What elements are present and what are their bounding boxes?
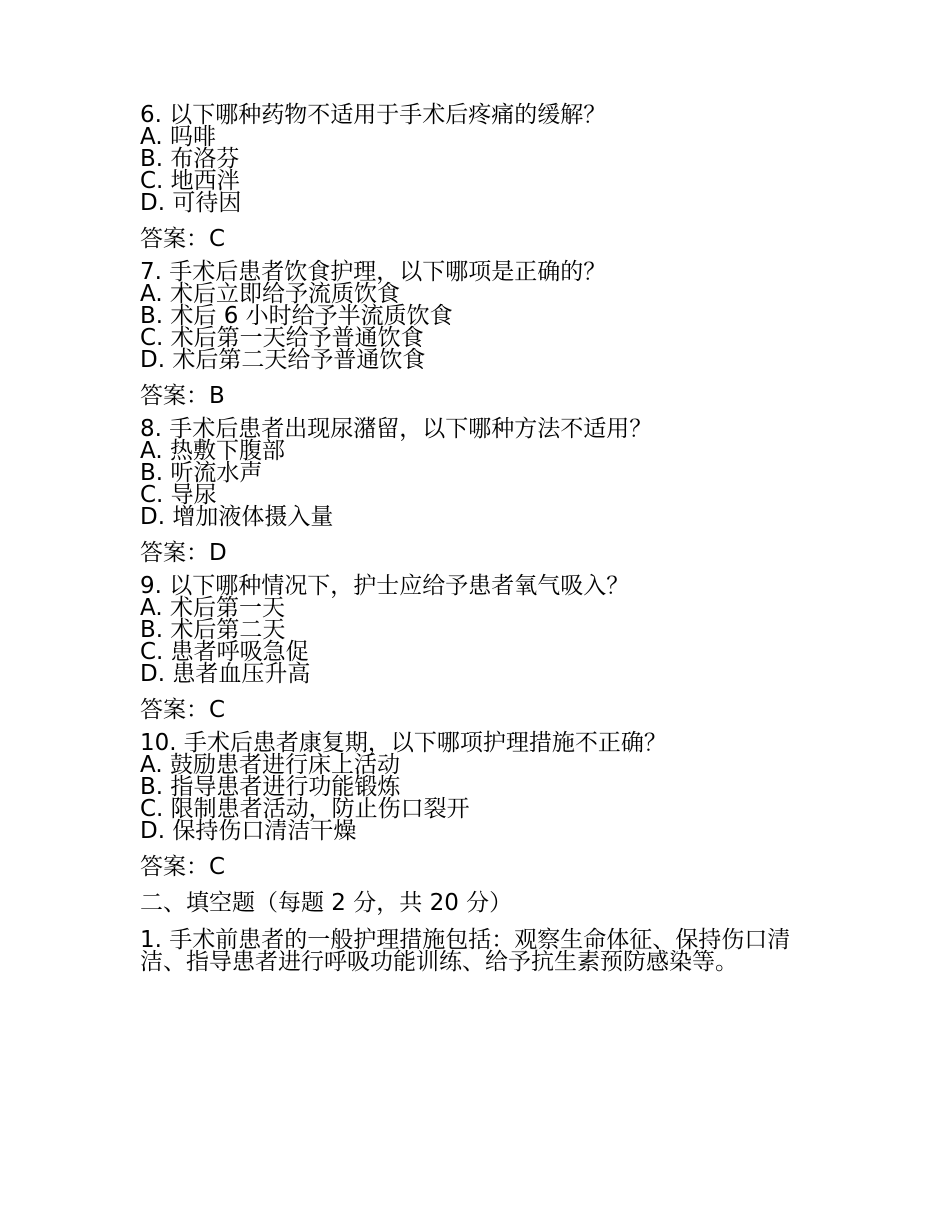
option-b: B. 听流水声 <box>140 460 263 486</box>
question-text: 9. 以下哪种情况下，护士应给予患者氧气吸入？ <box>140 573 630 599</box>
option-c: C. 术后第一天给予普通饮食 <box>140 325 424 351</box>
option-d: D. 患者血压升高 <box>140 661 311 687</box>
question-text: 8. 手术后患者出现尿潴留，以下哪种方法不适用？ <box>140 416 653 442</box>
question-10 <box>140 732 810 878</box>
option-a: A. 术后第一天 <box>140 595 285 621</box>
question-9 <box>140 575 810 721</box>
answer: 答案：D <box>140 540 227 566</box>
option-c: C. 地西泮 <box>140 168 240 194</box>
option-a: A. 术后立即给予流质饮食 <box>140 281 400 307</box>
question-text: 6. 以下哪种药物不适用于手术后疼痛的缓解？ <box>140 102 607 128</box>
answer: 答案：C <box>140 697 226 723</box>
option-b: B. 术后 6 小时给予半流质饮食 <box>140 303 453 329</box>
section-title: 二、填空题（每题 2 分，共 20 分） <box>140 890 513 916</box>
option-b: B. 布洛芬 <box>140 146 240 172</box>
option-c: C. 限制患者活动，防止伤口裂开 <box>140 796 470 822</box>
question-8 <box>140 418 810 564</box>
option-c: C. 导尿 <box>140 482 217 508</box>
option-d: D. 可待因 <box>140 190 242 216</box>
answer: 答案：B <box>140 383 225 409</box>
option-d: D. 术后第二天给予普通饮食 <box>140 347 426 373</box>
option-b: B. 指导患者进行功能锻炼 <box>140 774 401 800</box>
answer: 答案：C <box>140 226 226 252</box>
document-page <box>140 104 810 973</box>
question-6 <box>140 104 810 250</box>
option-a: A. 鼓励患者进行床上活动 <box>140 752 400 778</box>
option-a: A. 吗啡 <box>140 124 216 150</box>
option-c: C. 患者呼吸急促 <box>140 639 309 665</box>
question-text: 10. 手术后患者康复期，以下哪项护理措施不正确？ <box>140 730 667 756</box>
question-text: 7. 手术后患者饮食护理，以下哪项是正确的？ <box>140 259 607 285</box>
option-a: A. 热敷下腹部 <box>140 438 285 464</box>
question-7 <box>140 261 810 407</box>
option-d: D. 增加液体摄入量 <box>140 504 334 530</box>
option-d: D. 保持伤口清洁干燥 <box>140 818 357 844</box>
fill-blank-item: 1. 手术前患者的一般护理措施包括：观察生命体征、保持伤口清洁、指导患者进行呼吸功能训练、给予抗生素预防感染等。 <box>140 927 791 975</box>
option-b: B. 术后第二天 <box>140 617 286 643</box>
answer: 答案：C <box>140 854 226 880</box>
